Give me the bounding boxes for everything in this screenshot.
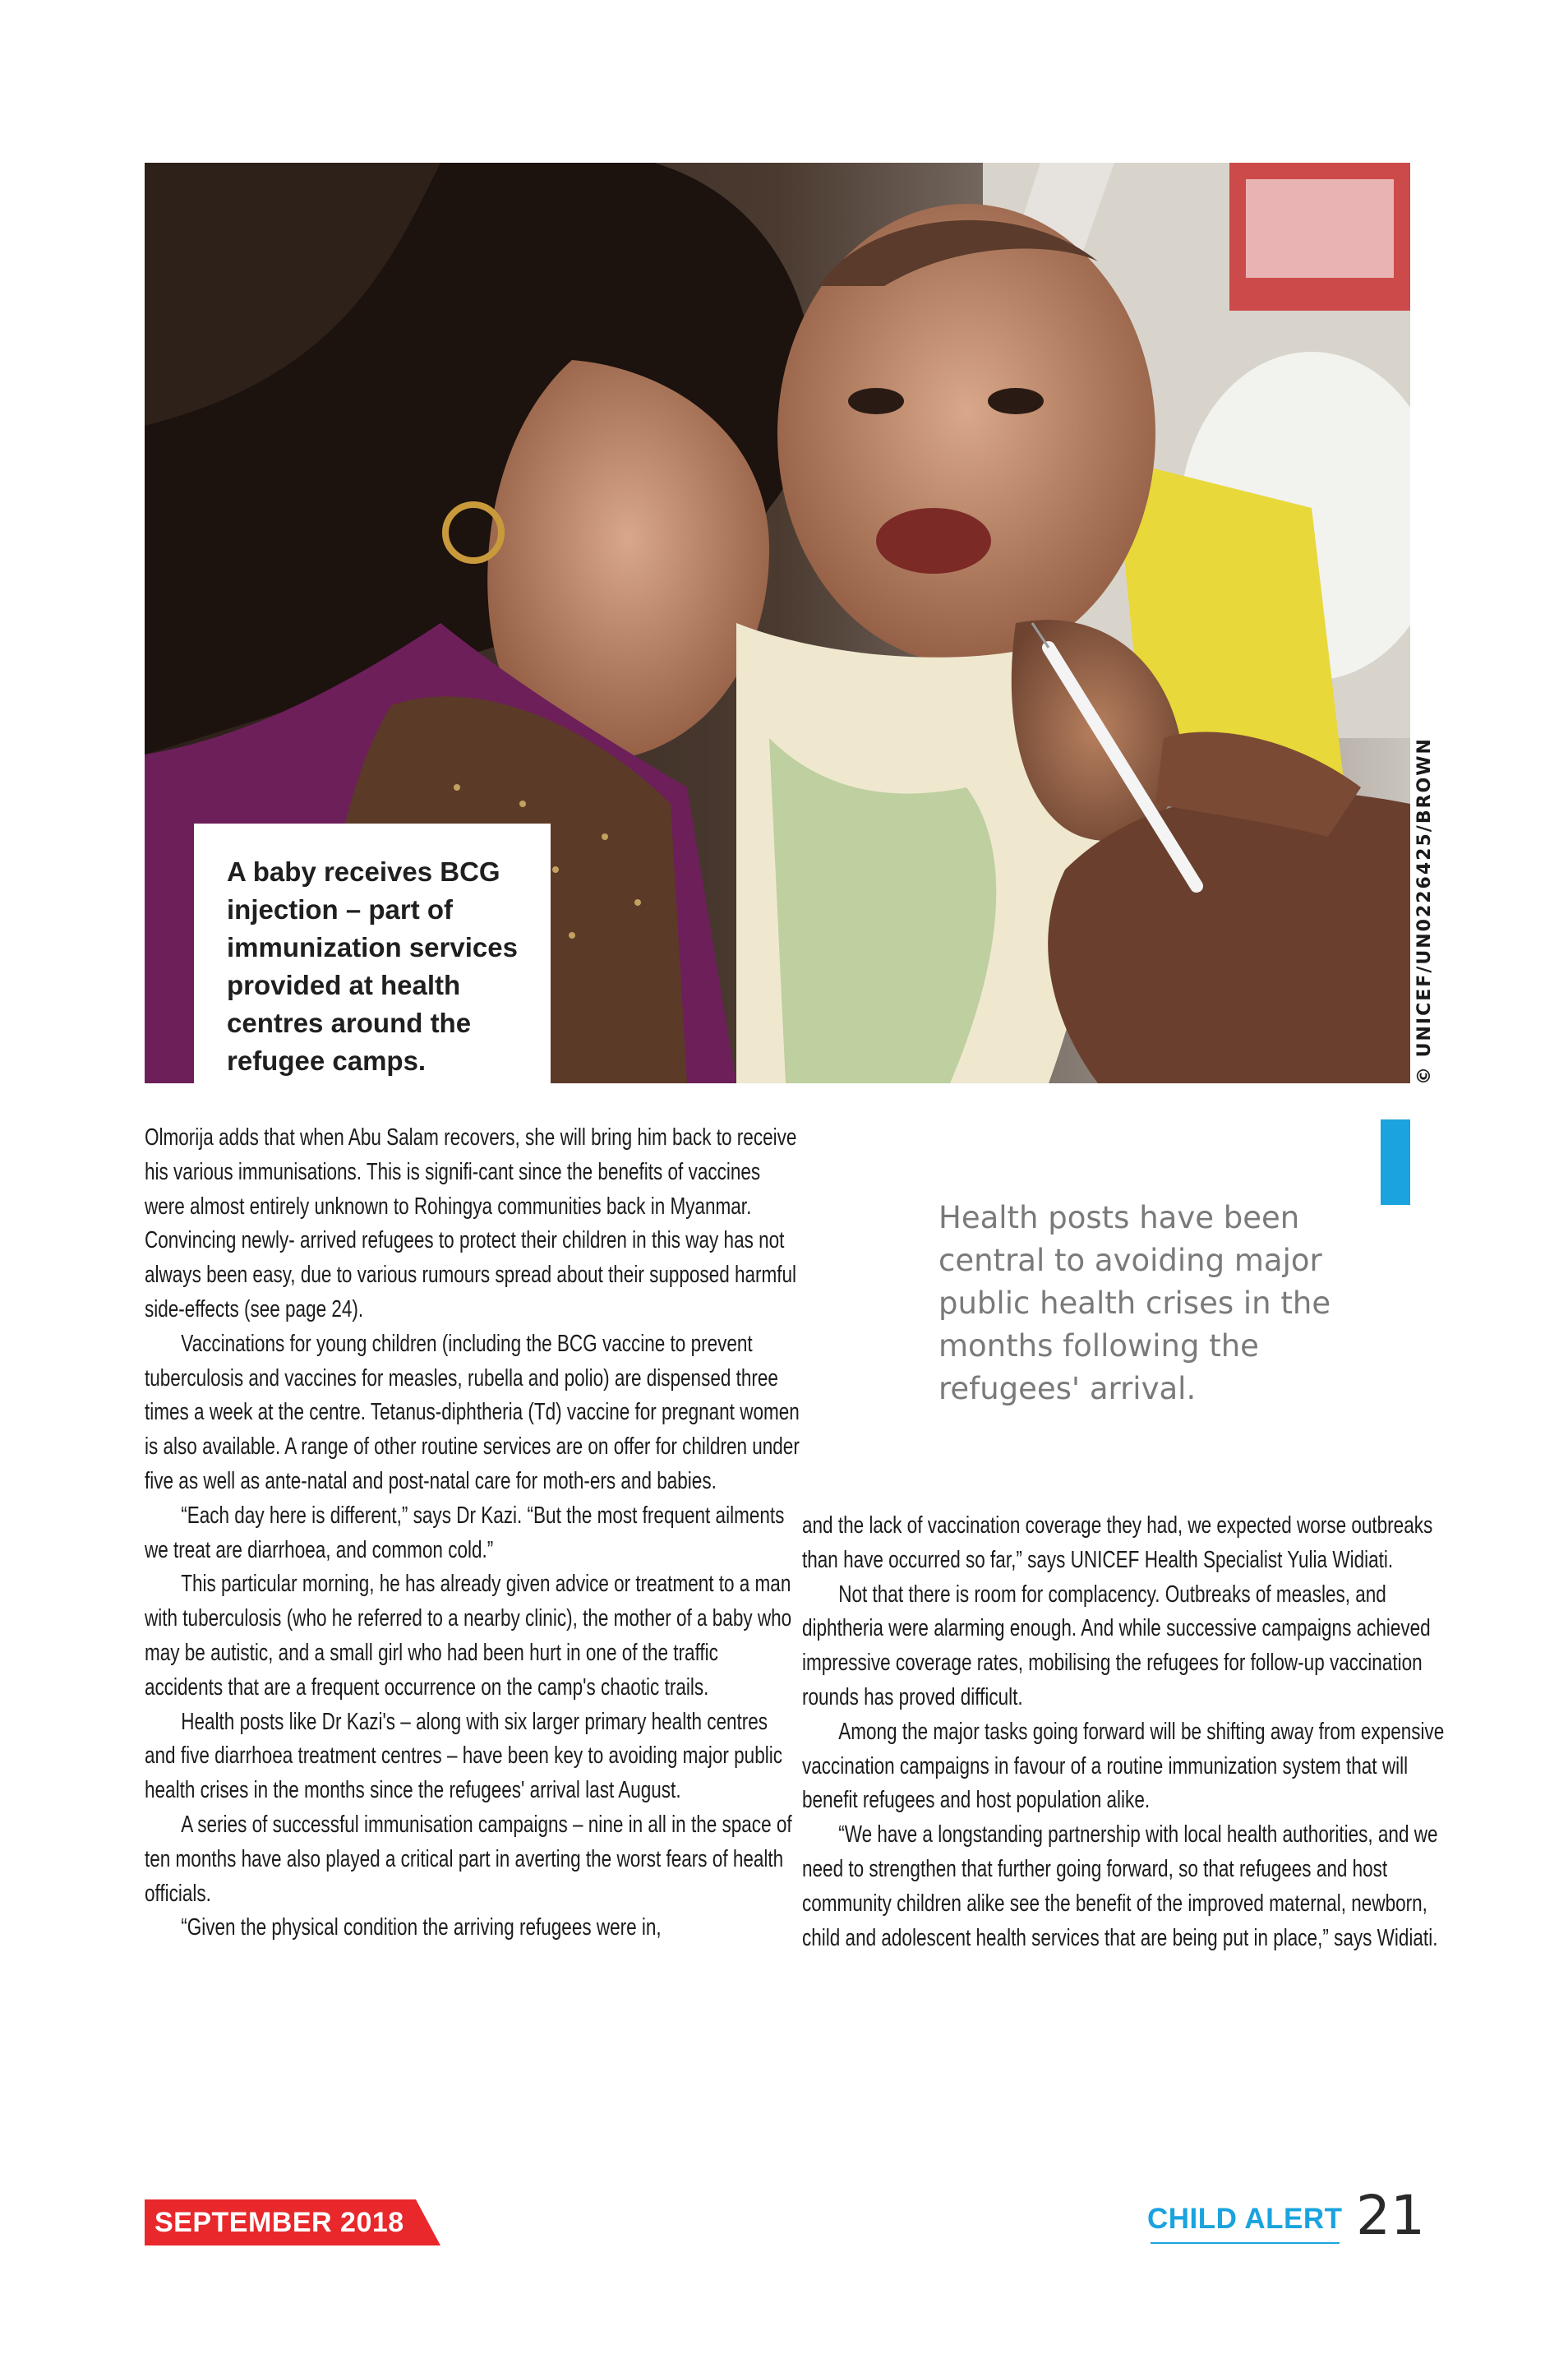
page-number: 21 <box>1356 2184 1425 2247</box>
photo-caption-box <box>194 824 551 1083</box>
article-paragraph: “Each day here is different,” says Dr Kazi. “But the most frequent ailments we treat are diarrhoea, and common cold.” <box>145 1502 785 1563</box>
article-paragraph: and the lack of vaccination coverage they had, we expected worse outbreaks than have occurred so far,” says UNICEF Health Specialist Yulia Widiati. <box>802 1512 1433 1573</box>
article-paragraph: “Given the physical condition the arriving refugees were in, <box>181 1914 662 1941</box>
article-left-column <box>145 1121 800 1945</box>
article-paragraph: Not that there is room for complacency. Outbreaks of measles, and diphtheria were alarming enough. And while successive campaigns achieved impressive coverage rates, mobilising the refugees for follow-up vaccination rounds has proved difficult. <box>802 1581 1431 1710</box>
article-paragraph: “We have a longstanding partnership with local health authorities, and we need to strengthen that further going forward, so that refugees and host community children alike see the benefit of the improved maternal, newborn, child and adolescent health services that are being put in place,” says Widiati. <box>802 1821 1438 1951</box>
photo-caption: A baby receives BCG injection – part of immunization services provided at health centres around the refugee camps. <box>227 856 518 1076</box>
article-paragraph: Olmorija adds that when Abu Salam recovers, she will bring him back to receive his various immunisations. This is signifi-cant since the benefits of vaccines were almost entirely unknown to Rohingya communities back in Myanmar. Convincing newly- arrived refugees to protect their children in this way has not always been easy, due to various rumours spread about their supposed harmful side-effects (see page 24). <box>145 1124 797 1322</box>
article-paragraph: Among the major tasks going forward will be shifting away from expensive vaccination campaigns in favour of a routine immunization system that will benefit refugees and host population alike. <box>802 1718 1445 1814</box>
article-paragraph: Vaccinations for young children (including the BCG vaccine to prevent tuberculosis and vaccines for measles, rubella and polio) are dispensed three times a week at the centre. Tetanus-diphtheria (Td) vaccine for pregnant women is also available. A range of other routine services are on offer for children under five as well as ante-natal and post-natal care for moth-ers and babies. <box>145 1330 800 1494</box>
pull-quote-accent-bar <box>1381 1119 1410 1205</box>
footer-date-band <box>145 2199 440 2245</box>
article-paragraph: This particular morning, he has already given advice or treatment to a man with tuberculosis (who he referred to a nearby clinic), the mother of a baby who may be autistic, and a small girl who had been hurt in one of the traffic accidents that are a frequent occurrence on the camp's chaotic trails. <box>145 1571 792 1701</box>
photo-credit: © UNICEF/UN0226425/BROWN <box>1414 737 1435 1085</box>
article-paragraph: Health posts like Dr Kazi's – along with six larger primary health centres and five diarrhoea treatment centres – have been key to avoiding major public health crises in the months since the refugees' arrival last August. <box>145 1708 782 1804</box>
footer-date: SEPTEMBER 2018 <box>154 2207 404 2238</box>
publication-underline <box>1151 2242 1340 2244</box>
publication-name: CHILD ALERT <box>1147 2203 1343 2235</box>
pull-quote: Health posts have been central to avoiding major public health crises in the months following the refugees' arrival. <box>938 1200 1331 1406</box>
article-paragraph: A series of successful immunisation campaigns – nine in all in the space of ten months have also played a critical part in averting the worst fears of health officials. <box>145 1811 792 1907</box>
article-right-column <box>802 1509 1458 1955</box>
